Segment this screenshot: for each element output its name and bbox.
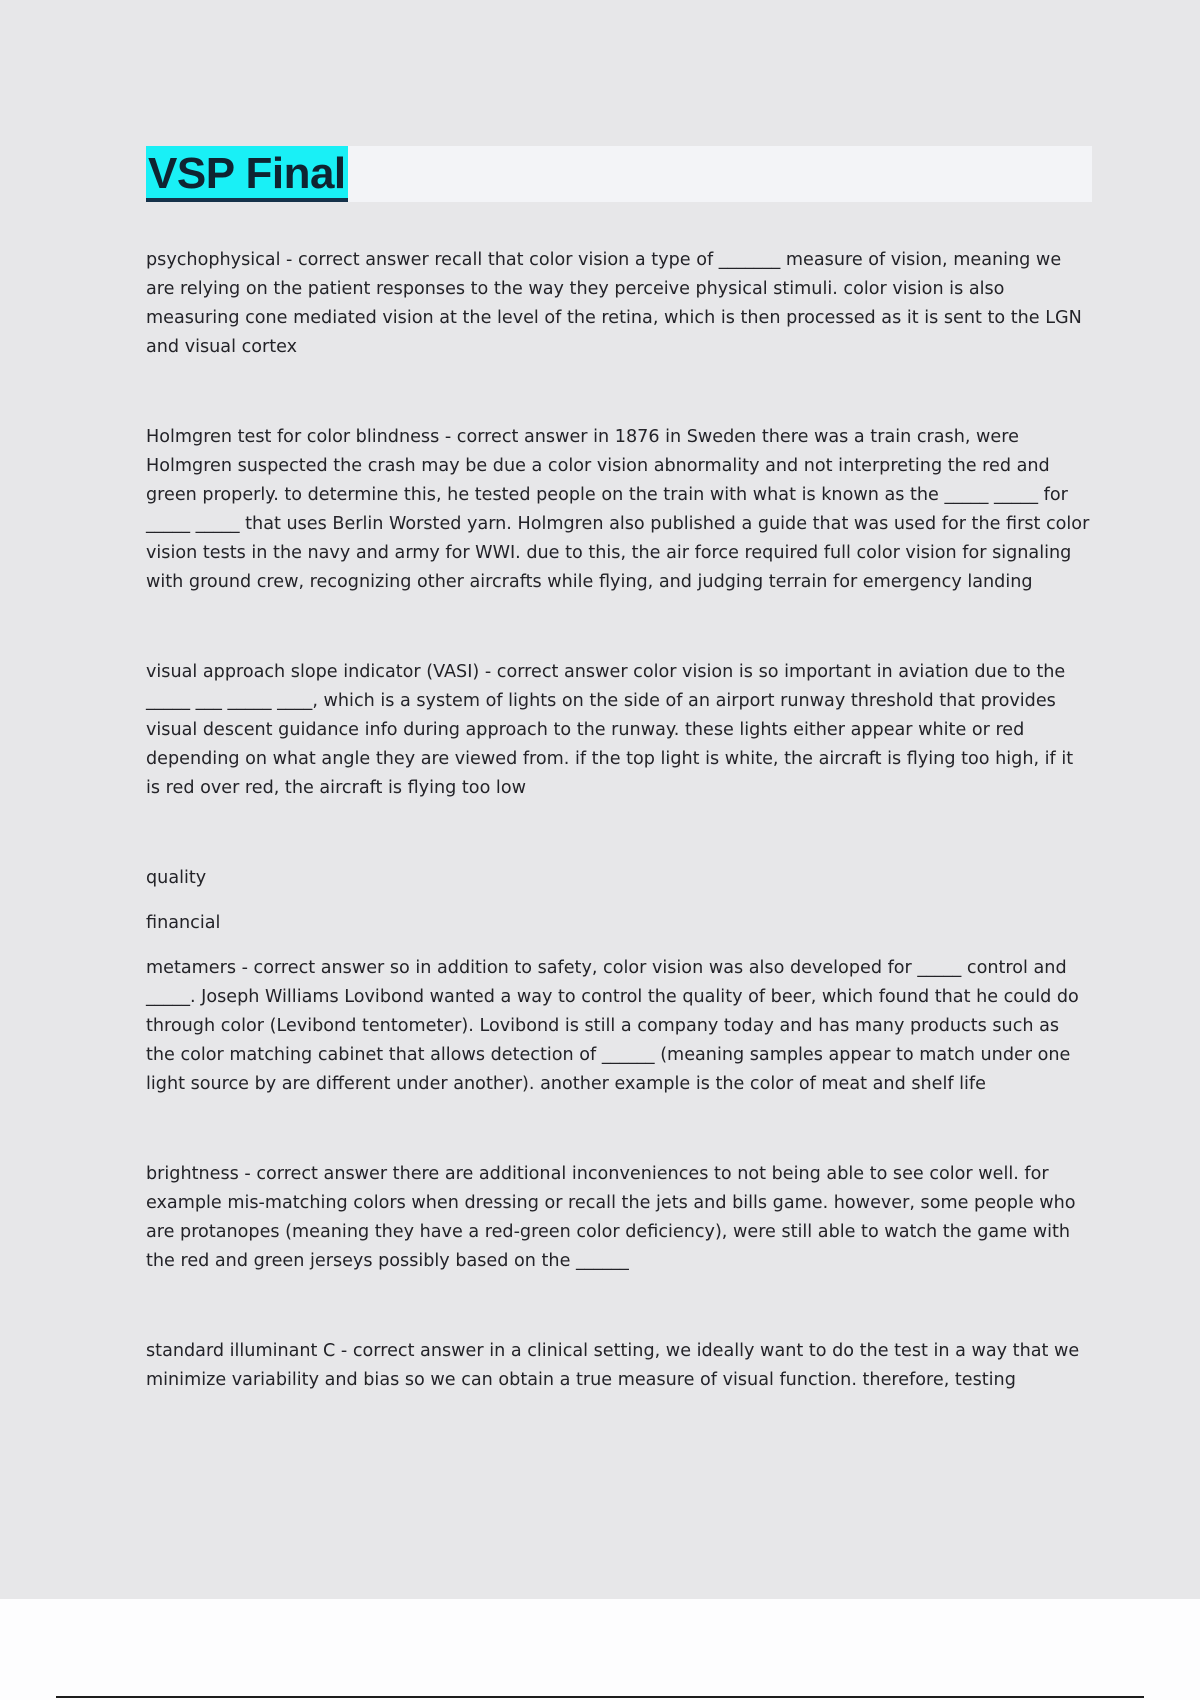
entry-standard-illuminant-c: standard illuminant C - correct answer in a clinical setting, we ideally want to do the test in a way that we minimize variability and bias so we can obtain a true measure of visual function. therefore, testing (146, 1341, 1080, 1390)
entry-vasi: visual approach slope indicator (VASI) - correct answer color vision is so important in aviation due to the _____ ___ _____ ____, which is a system of lights on the side of an airport runway threshold that provides visual descent guidance info during approach to the runway. these lights either appear white or red depending on what angle they are viewed from. if the top light is white, the aircraft is flying too high, if it is red over red, the aircraft is flying too low (146, 662, 1074, 798)
entry-holmgren-test: Holmgren test for color blindness - correct answer in 1876 in Sweden there was a train crash, were Holmgren suspected the crash may be due a color vision abnormality and not interpreting the red and green properly. to determine this, he tested people on the train with what is known as the _____ _____ for _____ _____ that uses Berlin Worsted yarn. Holmgren also published a guide that was used for the first color vision tests in the navy and army for WWI. due to this, the air force required full color vision for signaling with ground crew, recognizing other aircrafts while flying, and judging terrain for emergency landing (146, 427, 1090, 592)
entry-brightness: brightness - correct answer there are additional inconveniences to not being able to see color well. for example mis-matching colors when dressing or recall the jets and bills game. however, some people who are protanopes (meaning they have a red-green color deficiency), were still able to watch the game with the red and green jerseys possibly based on the ______ (146, 1164, 1076, 1271)
document-title: VSP Final (146, 146, 348, 202)
entry-psychophysical: psychophysical - correct answer recall that color vision a type of _______ measure of vision, meaning we are relying on the patient responses to the way they perceive physical stimuli. color vision is also measuring cone mediated vision at the level of the retina, which is then processed as it is sent to the LGN and visual cortex (146, 250, 1082, 357)
entry-quality: quality (146, 868, 207, 888)
entry-metamers: metamers - correct answer so in addition to safety, color vision was also developed for _____ control and _____. Joseph Williams Lovibond wanted a way to control the quality of beer, which found that he could do through color (Levibond tentometer). Lovibond is still a company today and has many products such as the color matching cabinet that allows detection of ______ (meaning samples appear to match under one light source by are different under another). another example is the color of meat and shelf life (146, 958, 1079, 1094)
footer-rule (56, 1696, 1144, 1698)
document-body (146, 246, 1092, 1395)
entry-financial: financial (146, 913, 221, 933)
